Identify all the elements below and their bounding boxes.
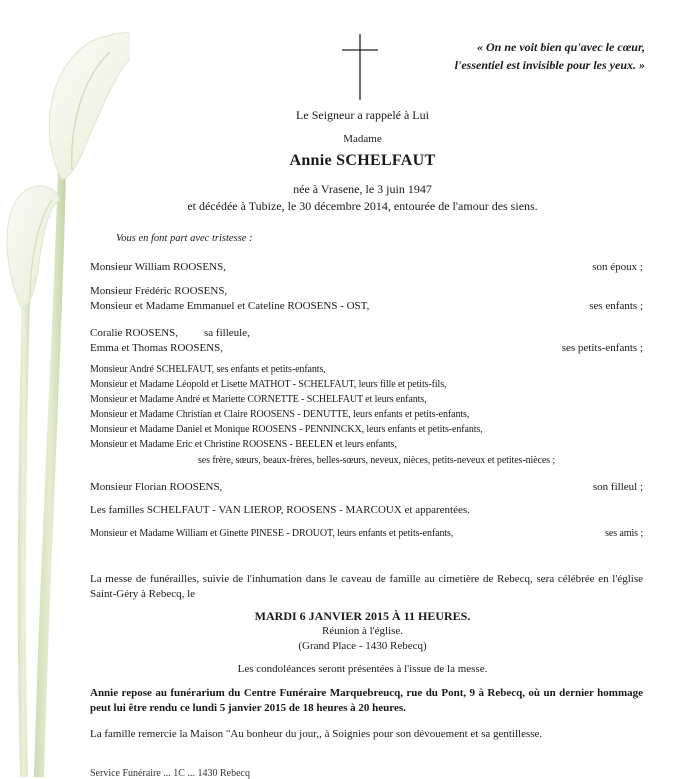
quote-line-1: « On ne voit bien qu'avec le cœur, bbox=[477, 40, 645, 54]
godson-role: son filleul ; bbox=[592, 481, 643, 493]
families-row bbox=[90, 504, 643, 518]
family-row-godson bbox=[90, 481, 643, 495]
sibling-row bbox=[90, 394, 643, 408]
family-row-friends bbox=[90, 528, 643, 542]
friends-name: Monsieur et Madame William et Ginette PINESE - DROUOT, leurs enfants et petits-enfants, bbox=[90, 528, 454, 539]
child-name: Monsieur Frédéric ROOSENS, bbox=[90, 285, 228, 297]
meeting-place: Réunion à l'église. bbox=[321, 625, 404, 637]
quote-line-2: l'essentiel est invisible pour les yeux. » bbox=[454, 58, 645, 72]
siblings-summary: ses frère, sœurs, beaux-frères, belles-sœurs, neveux, nièces, petits-neveux et petites-nièces ; bbox=[198, 455, 556, 466]
children-role: ses enfants ; bbox=[589, 300, 643, 312]
siblings-summary-row bbox=[90, 455, 643, 469]
child-name: Monsieur et Madame Emmanuel et Cateline ROOSENS - OST, bbox=[90, 300, 370, 312]
funerarium-paragraph: Annie repose au funérarium du Centre Funéraire Marquebreucq, rue du Pont, 9 à Rebecq, où un dernier hommage peut lui être rendu ce lundi 5 janvier 2015 de 18 heures à 20 heures. bbox=[90, 687, 643, 714]
friends-role: ses amis ; bbox=[605, 528, 643, 539]
announce-line: Le Seigneur a rappelé à Lui bbox=[296, 108, 429, 122]
grandchildren-role: ses petits-enfants ; bbox=[561, 342, 643, 354]
sibling-text: Monsieur et Madame Christian et Claire ROOSENS - DENUTTE, leurs enfants et petits-enfants, bbox=[90, 409, 470, 420]
cross-icon bbox=[342, 34, 378, 100]
intro-line: Vous en font part avec tristesse : bbox=[116, 233, 253, 244]
epigraph-quote bbox=[455, 38, 645, 74]
sibling-row bbox=[90, 439, 643, 453]
grandchild-name: Coralie ROOSENS, bbox=[90, 327, 178, 339]
sibling-text: Monsieur et Madame Daniel et Monique ROOSENS - PENNINCKX, leurs enfants et petits-enfants, bbox=[90, 424, 483, 435]
death-line: et décédée à Tubize, le 30 décembre 2014, entourée de l'amour des siens. bbox=[187, 199, 538, 213]
funeral-date: MARDI 6 JANVIER 2015 À 11 HEURES. bbox=[254, 609, 471, 623]
family-row-children-1 bbox=[90, 285, 643, 299]
deceased-name: Annie SCHELFAUT bbox=[289, 152, 436, 169]
thanks-paragraph: La famille remercie la Maison "Au bonheur du jour,, à Soignies pour son dévouement et sa gentillesse. bbox=[90, 728, 543, 740]
footer-text: Service Funéraire ... 1C ... 1430 Rebecq bbox=[90, 768, 250, 779]
family-row-grandchildren-2 bbox=[90, 342, 643, 356]
honorific: Madame bbox=[343, 133, 382, 145]
church-address: (Grand Place - 1430 Rebecq) bbox=[298, 640, 427, 652]
condolences-line: Les condoléances seront présentées à l'issue de la messe. bbox=[237, 663, 488, 675]
sibling-text: Monsieur André SCHELFAUT, ses enfants et petits-enfants, bbox=[90, 364, 326, 375]
spouse-role: son époux ; bbox=[592, 261, 643, 273]
spouse-name: Monsieur William ROOSENS, bbox=[90, 261, 226, 273]
sibling-row bbox=[90, 424, 643, 438]
family-row-children-2 bbox=[90, 300, 643, 314]
sibling-row bbox=[90, 364, 643, 378]
sibling-row bbox=[90, 379, 643, 393]
grandchild-name: Emma et Thomas ROOSENS, bbox=[90, 342, 224, 354]
family-row-grandchildren-1 bbox=[90, 327, 643, 341]
birth-line: née à Vrasene, le 3 juin 1947 bbox=[293, 182, 432, 196]
sibling-text: Monsieur et Madame Léopold et Lisette MATHOT - SCHELFAUT, leurs fille et petits-fils, bbox=[90, 379, 447, 390]
goddaughter-note: sa filleule, bbox=[204, 327, 250, 339]
family-row-spouse bbox=[90, 261, 643, 275]
sibling-text: Monsieur et Madame André et Mariette CORNETTE - SCHELFAUT et leurs enfants, bbox=[90, 394, 427, 405]
sibling-text: Monsieur et Madame Eric et Christine ROOSENS - BEELEN et leurs enfants, bbox=[90, 439, 397, 450]
godson-name: Monsieur Florian ROOSENS, bbox=[90, 481, 223, 493]
families-text: Les familles SCHELFAUT - VAN LIEROP, ROOSENS - MARCOUX et apparentées. bbox=[90, 504, 470, 516]
funeral-paragraph: La messe de funérailles, suivie de l'inhumation dans le caveau de famille au cimetière de Rebecq, sera célébrée en l'église Saint-Géry à Rebecq, le bbox=[90, 573, 643, 600]
sibling-row bbox=[90, 409, 643, 423]
